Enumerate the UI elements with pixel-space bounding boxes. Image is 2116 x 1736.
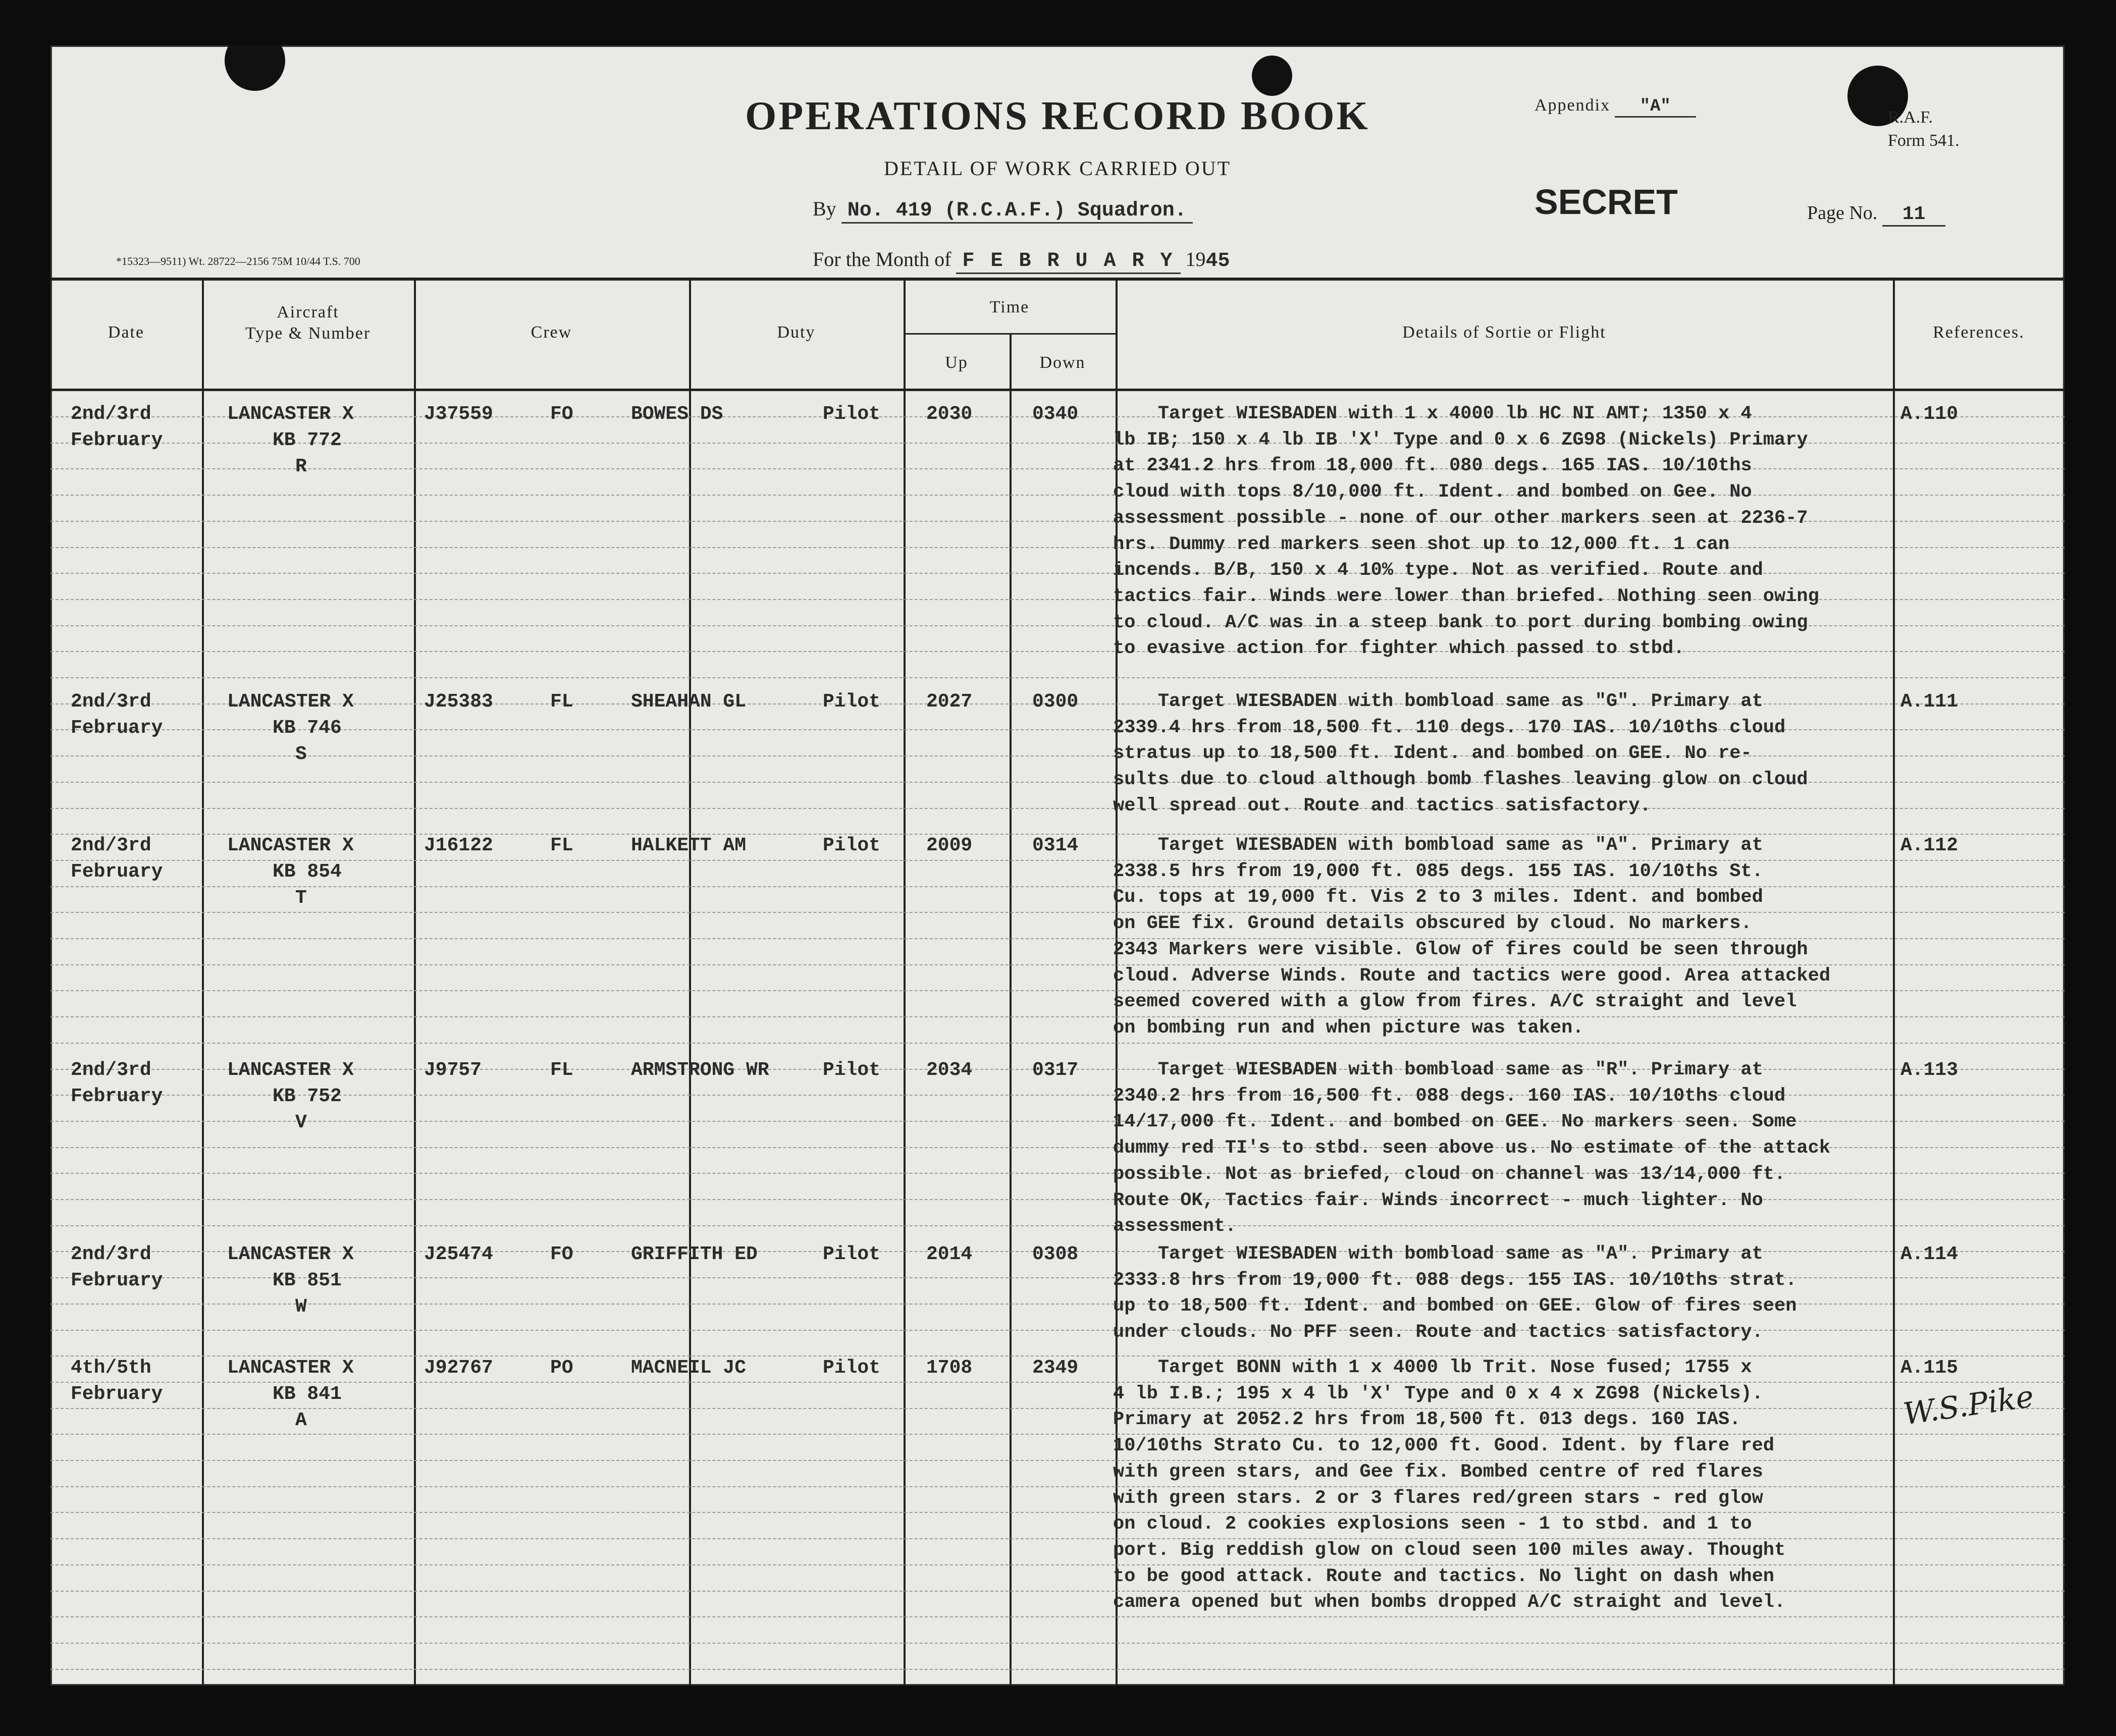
year-prefix: 19 bbox=[1185, 248, 1206, 270]
page-number: 11 bbox=[1882, 203, 1946, 227]
row-sortie-details: Target WIESBADEN with 1 x 4000 lb HC NI AMT; 1350 x 4 lb IB; 150 x 4 lb IB 'X' Type and 0 x 6 ZG98 (Nickels) Primary at 2341.2 hrs from 18,000 ft. 080 degs. 165 IAS. 10/10ths cloud with tops 8/10,000 ft. Ident. and bombed on Gee. No assessment possible - none of our other markers seen at 2236-7 hrs. Dummy red markers seen shot up to 12,000 ft. 1 can incends. B/B, 150 x 4 10% type. Not as verified. Route and tactics fair. Winds were lower than briefed. Nothing seen owing to cloud. A/C was in a steep bank to port during bombing owing to evasive action for fighter which passed to stbd. bbox=[1113, 403, 1819, 660]
row-date-nights: 2nd/3rd bbox=[71, 1243, 151, 1265]
row-aircraft-type: LANCASTER X bbox=[227, 1243, 354, 1265]
row-aircraft-letter: A bbox=[295, 1409, 307, 1431]
form-identifier bbox=[1888, 106, 1960, 152]
row-date-month: February bbox=[71, 1086, 163, 1107]
form-line-1: R.A.F. bbox=[1888, 108, 1933, 127]
row-aircraft-letter: S bbox=[295, 743, 307, 765]
col-divider bbox=[1893, 278, 1895, 1686]
row-date-month: February bbox=[71, 1270, 163, 1291]
col-header-up: Up bbox=[945, 353, 968, 372]
row-crew-number: J9757 bbox=[424, 1059, 482, 1081]
row-aircraft-serial: KB 854 bbox=[273, 861, 342, 883]
col-header-crew: Crew bbox=[531, 323, 572, 342]
month-line bbox=[813, 247, 1230, 274]
row-crew-number: J37559 bbox=[424, 403, 493, 425]
year-suffix: 45 bbox=[1205, 250, 1230, 273]
col-divider bbox=[1010, 333, 1012, 1686]
col-header-down: Down bbox=[1039, 353, 1086, 372]
col-header-time: Time bbox=[989, 298, 1030, 316]
row-date-nights: 2nd/3rd bbox=[71, 835, 151, 856]
row-duty: Pilot bbox=[823, 403, 881, 425]
row-crew-name: MACNEIL JC bbox=[631, 1357, 747, 1379]
row-duty: Pilot bbox=[823, 1357, 881, 1379]
appendix-line bbox=[1535, 96, 1696, 118]
page-label: Page No. bbox=[1807, 202, 1878, 224]
month-label: For the Month of bbox=[813, 248, 951, 270]
row-aircraft-letter: W bbox=[295, 1296, 307, 1318]
row-time-down: 0314 bbox=[1032, 835, 1079, 856]
row-date-nights: 2nd/3rd bbox=[71, 1059, 151, 1081]
month-value: F E B R U A R Y bbox=[956, 250, 1180, 274]
row-crew-name: SHEAHAN GL bbox=[631, 691, 747, 713]
row-crew-number: J16122 bbox=[424, 835, 493, 856]
row-aircraft-type: LANCASTER X bbox=[227, 691, 354, 713]
row-aircraft-letter: T bbox=[295, 887, 307, 909]
row-reference: A.115 bbox=[1900, 1357, 1959, 1379]
row-duty: Pilot bbox=[823, 835, 881, 856]
binder-hole-center bbox=[1252, 56, 1292, 96]
row-reference: A.113 bbox=[1900, 1059, 1959, 1081]
officer-signature: W.S.Pike bbox=[1901, 1379, 2036, 1432]
row-reference: A.110 bbox=[1900, 403, 1959, 425]
row-sortie-details: Target WIESBADEN with bombload same as "A". Primary at 2338.5 hrs from 19,000 ft. 085 degs. 155 IAS. 10/10ths St. Cu. tops at 19,000 ft. Vis 2 to 3 miles. Ident. and bombed on GEE fix. Ground details obscured by cloud. No markers. 2343 Markers were visible. Glow of fires could be seen through cloud. Adverse Winds. Route and tactics were good. Area attacked seemed covered with a glow from fires. A/C straight and level on bombing run and when picture was taken. bbox=[1113, 835, 1831, 1039]
page-title: OPERATIONS RECORD BOOK bbox=[745, 94, 1370, 138]
row-sortie-details: Target WIESBADEN with bombload same as "A". Primary at 2333.8 hrs from 19,000 ft. 088 degs. 155 IAS. 10/10ths strat. up to 18,500 ft. Ident. and bombed on GEE. Glow of fires seen under clouds. No PFF seen. Route and tactics satisfactory. bbox=[1113, 1243, 1797, 1343]
appendix-label: Appendix bbox=[1535, 96, 1611, 115]
row-crew-rank: FL bbox=[550, 835, 573, 856]
row-aircraft-serial: KB 772 bbox=[273, 429, 342, 451]
ruled-line bbox=[50, 1616, 2065, 1617]
row-time-up: 2009 bbox=[926, 835, 973, 856]
form-line-2: Form 541. bbox=[1888, 131, 1960, 150]
ruled-line bbox=[50, 1643, 2065, 1644]
row-duty: Pilot bbox=[823, 1243, 881, 1265]
row-time-down: 0317 bbox=[1032, 1059, 1079, 1081]
row-sortie-details: Target WIESBADEN with bombload same as "R". Primary at 2340.2 hrs from 16,500 ft. 088 degs. 160 IAS. 10/10ths cloud 14/17,000 ft. Ident. and bombed on GEE. No markers seen. Some dummy red TI's to stbd. seen above us. No estimate of the attack possible. Not as briefed, cloud on channel was 13/14,000 ft. Route OK, Tactics fair. Winds incorrect - much lighter. No assessment. bbox=[1113, 1059, 1831, 1237]
printer-code: *15323—9511) Wt. 28722—2156 75M 10/44 T.S. 700 bbox=[116, 255, 360, 267]
col-header-references: References. bbox=[1933, 323, 2025, 342]
row-duty: Pilot bbox=[823, 1059, 881, 1081]
col-header-duty: Duty bbox=[777, 323, 816, 342]
row-time-up: 2027 bbox=[926, 691, 973, 713]
row-date-month: February bbox=[71, 1383, 163, 1405]
row-date-month: February bbox=[71, 429, 163, 451]
row-time-down: 2349 bbox=[1032, 1357, 1079, 1379]
record-sheet bbox=[50, 45, 2065, 1686]
row-crew-name: GRIFFITH ED bbox=[631, 1243, 758, 1265]
row-crew-rank: FL bbox=[550, 691, 573, 713]
appendix-value: "A" bbox=[1615, 97, 1696, 118]
col-divider bbox=[904, 278, 906, 1686]
row-time-up: 1708 bbox=[926, 1357, 973, 1379]
row-time-down: 0300 bbox=[1032, 691, 1079, 713]
row-crew-name: ARMSTRONG WR bbox=[631, 1059, 769, 1081]
row-reference: A.114 bbox=[1900, 1243, 1959, 1265]
row-date-month: February bbox=[71, 861, 163, 883]
col-header-details: Details of Sortie or Flight bbox=[1402, 323, 1606, 342]
row-time-down: 0308 bbox=[1032, 1243, 1079, 1265]
row-date-nights: 2nd/3rd bbox=[71, 403, 151, 425]
row-aircraft-type: LANCASTER X bbox=[227, 1357, 354, 1379]
row-date-nights: 2nd/3rd bbox=[71, 691, 151, 713]
binder-hole-left bbox=[225, 45, 285, 91]
squadron-line bbox=[813, 197, 1193, 224]
row-sortie-details: Target BONN with 1 x 4000 lb Trit. Nose fused; 1755 x 4 lb I.B.; 195 x 4 lb 'X' Type and 0 x 4 x ZG98 (Nickels). Primary at 2052.2 hrs from 18,500 ft. 013 degs. 160 IAS. 10/10ths Strato Cu. to 12,000 ft. Good. Ident. by flare red with green stars, and Gee fix. Bombed centre of red flares with green stars. 2 or 3 flares red/green stars - red glow on cloud. 2 cookies explosions seen - 1 to stbd. and 1 to port. Big reddish glow on cloud seen 100 miles away. Thought to be good attack. Route and tactics. No light on dash when camera opened but when bombs dropped A/C straight and level. bbox=[1113, 1357, 1786, 1613]
col-divider bbox=[689, 278, 691, 1686]
row-crew-number: J25474 bbox=[424, 1243, 493, 1265]
col-header-aircraft-sub: Type & Number bbox=[245, 324, 371, 343]
row-aircraft-serial: KB 746 bbox=[273, 717, 342, 739]
row-sortie-details: Target WIESBADEN with bombload same as "G". Primary at 2339.4 hrs from 18,500 ft. 110 degs. 170 IAS. 10/10ths cloud stratus up to 18,500 ft. Ident. and bombed on GEE. No re- sults due to cloud although bomb flashes leaving glow on cloud well spread out. Route and tactics satisfactory. bbox=[1113, 691, 1808, 817]
col-divider bbox=[414, 278, 416, 1686]
row-aircraft-type: LANCASTER X bbox=[227, 403, 354, 425]
row-crew-number: J92767 bbox=[424, 1357, 493, 1379]
row-aircraft-letter: R bbox=[295, 456, 307, 477]
row-date-nights: 4th/5th bbox=[71, 1357, 151, 1379]
row-crew-rank: PO bbox=[550, 1357, 573, 1379]
by-label: By bbox=[813, 197, 836, 220]
row-time-up: 2034 bbox=[926, 1059, 973, 1081]
page-number-line bbox=[1807, 202, 1945, 227]
row-crew-rank: FO bbox=[550, 1243, 573, 1265]
col-header-aircraft: Aircraft bbox=[277, 303, 339, 321]
row-time-up: 2030 bbox=[926, 403, 973, 425]
row-time-down: 0340 bbox=[1032, 403, 1079, 425]
col-header-date: Date bbox=[108, 323, 145, 342]
row-crew-rank: FO bbox=[550, 403, 573, 425]
row-aircraft-serial: KB 752 bbox=[273, 1086, 342, 1107]
ruled-line bbox=[50, 677, 2065, 678]
header-bottom-border bbox=[50, 389, 2065, 391]
col-divider bbox=[202, 278, 204, 1686]
ruled-line bbox=[50, 1043, 2065, 1044]
row-reference: A.111 bbox=[1900, 691, 1959, 713]
row-reference: A.112 bbox=[1900, 835, 1959, 856]
table-top-border bbox=[50, 278, 2065, 281]
row-aircraft-type: LANCASTER X bbox=[227, 835, 354, 856]
classification-stamp: SECRET bbox=[1535, 182, 1678, 222]
row-crew-number: J25383 bbox=[424, 691, 493, 713]
row-date-month: February bbox=[71, 717, 163, 739]
row-crew-name: BOWES DS bbox=[631, 403, 723, 425]
row-time-up: 2014 bbox=[926, 1243, 973, 1265]
operations-table bbox=[50, 278, 2065, 1686]
row-aircraft-serial: KB 851 bbox=[273, 1270, 342, 1291]
page-subtitle: DETAIL OF WORK CARRIED OUT bbox=[883, 157, 1232, 180]
row-aircraft-type: LANCASTER X bbox=[227, 1059, 354, 1081]
row-aircraft-letter: V bbox=[295, 1112, 307, 1133]
row-crew-name: HALKETT AM bbox=[631, 835, 747, 856]
row-duty: Pilot bbox=[823, 691, 881, 713]
row-crew-rank: FL bbox=[550, 1059, 573, 1081]
row-aircraft-serial: KB 841 bbox=[273, 1383, 342, 1405]
squadron-value: No. 419 (R.C.A.F.) Squadron. bbox=[841, 199, 1193, 224]
ruled-line bbox=[50, 1669, 2065, 1670]
